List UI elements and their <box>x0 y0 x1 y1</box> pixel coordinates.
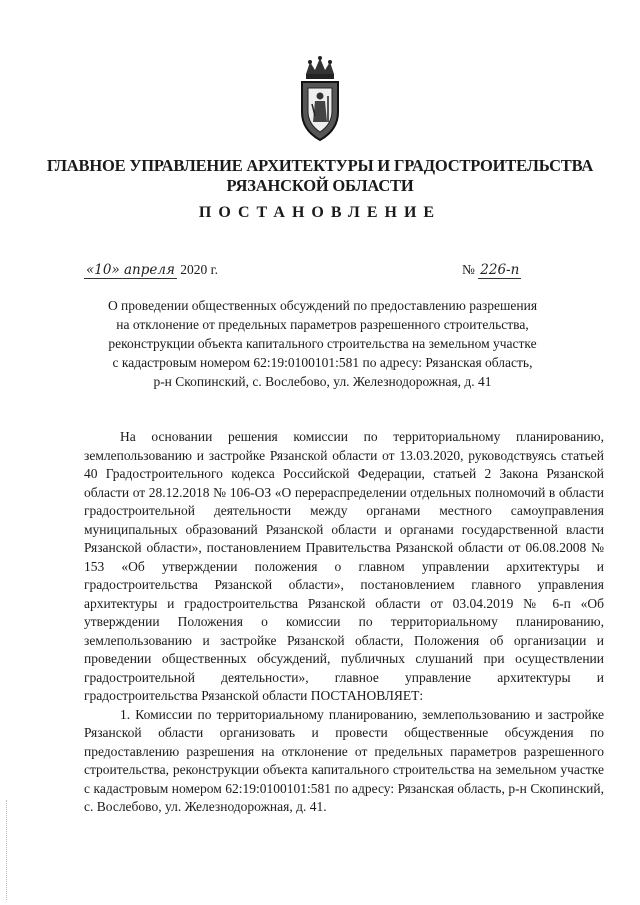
handwritten-date: «10» апреля <box>86 262 175 278</box>
subject-line: О проведении общественных обсуждений по предоставлению разрешения <box>107 298 538 313</box>
body-paragraph-item-1: 1. Комиссии по территориальному планированию, землепользованию и застройке Рязанской области организовать и провести общественные обсуждения по предоставлению разрешения на отклонение от предельных параметров разрешенного строительства, реконструкции объекта капитального строительства на земельном участке с кадастровым номером 62:19:0100101:581 по адресу: Рязанская область, р-н Скопинский, с. Вослебово, ул. Железнодорожная, д. 41. <box>84 706 604 814</box>
handwritten-number: 226-п <box>480 262 520 278</box>
document-subject <box>60 296 585 391</box>
coat-of-arms-icon <box>296 56 344 144</box>
subject-line: с кадастровым номером 62:19:0100101:581 по адресу: Рязанская область, <box>112 355 533 370</box>
body-paragraph-preamble: На основании решения комиссии по территориальному планированию, землепользованию и застройке Рязанской области от 13.03.2020, руководствуясь статьей 40 Градостроительного кодекса Российской Федерации, статьей 2 Закона Рязанской области от 28.12.2018 № 106-ОЗ «О перераспределении отдельных полномочий в области градостроительной деятельности между органами местного самоуправления муниципальных образований Рязанской области и органами государственной власти Рязанской области», постановлением Правительства Рязанской области от 06.08.2008 № 153 «Об утверждении положения о главном управлении архитектуры и градостроительства Рязанской области», постановлением главного управления архитектуры и градостроительства Рязанской области от 03.04.2019 № 6-п «Об утверждении Положения о комиссии по территориальному планированию, землепользованию и застройке Рязанской области, Положения об организации и проведении общественных обсуждений, публичных слушаний при осуществлении градостроительной деятельности», главное управление архитектуры и градостроительства Рязанской области ПОСТАНОВЛЯЕТ: <box>84 429 604 703</box>
document-number <box>462 262 521 278</box>
document-body <box>84 428 604 817</box>
subject-line: на отклонение от предельных параметров разрешенного строительства, <box>116 317 529 332</box>
number-prefix: № <box>462 262 475 277</box>
date-year: 2020 г. <box>180 262 219 277</box>
document-date <box>84 262 218 278</box>
subject-line: р-н Скопинский, с. Вослебово, ул. Железнодорожная, д. 41 <box>153 374 492 389</box>
org-title-line1: ГЛАВНОЕ УПРАВЛЕНИЕ АРХИТЕКТУРЫ И ГРАДОСТРОИТЕЛЬСТВА <box>46 156 594 175</box>
subject-line: реконструкции объекта капитального строительства на земельном участке <box>108 336 537 351</box>
scan-margin-marks <box>6 800 9 900</box>
document-type: ПОСТАНОВЛЕНИЕ <box>198 204 442 221</box>
org-title-line2: РЯЗАНСКОЙ ОБЛАСТИ <box>226 176 414 195</box>
